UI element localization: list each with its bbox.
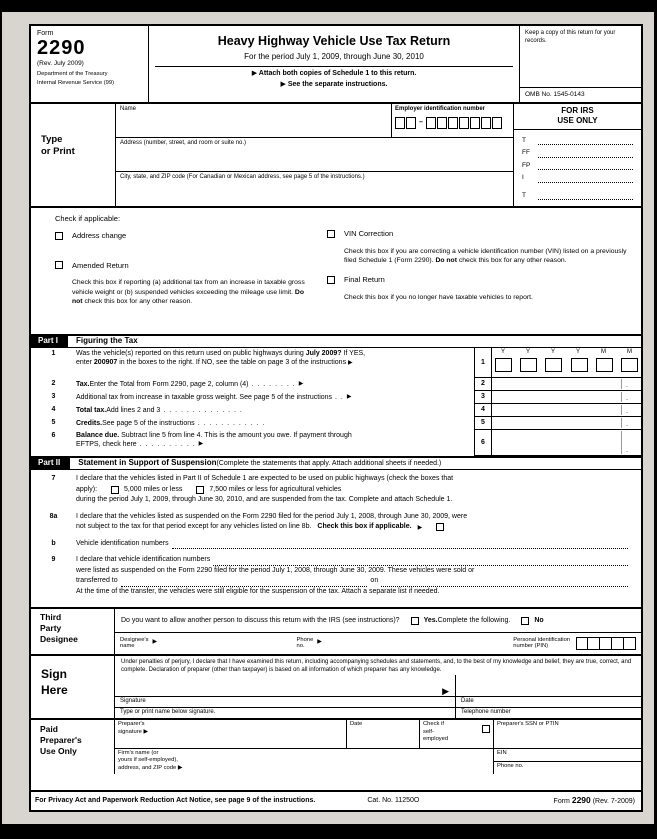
see-instructions-note: ▶ See the separate instructions. (280, 80, 388, 88)
vin-entry-line[interactable] (172, 541, 628, 549)
line5-row-number-cell: 5 (474, 417, 491, 430)
miles-7500-agricultural-checkbox[interactable] (196, 486, 204, 494)
line2-arrow-icon: ▶ (298, 381, 304, 388)
ein-field (391, 104, 513, 137)
checks-left-column (55, 214, 327, 330)
signature-input[interactable] (115, 675, 455, 697)
sign-here-main (115, 656, 641, 718)
address-field[interactable] (116, 138, 513, 172)
part1-title: Figuring the Tax (76, 336, 138, 346)
pin-box[interactable] (600, 637, 612, 650)
omb-block (519, 26, 641, 102)
line8a-number: 8a (49, 512, 58, 520)
line6-row-number-cell: 6 (474, 430, 491, 456)
irs-row-ff: FF (522, 149, 633, 157)
line9-text: I declare that vehicle identification numbers were listed as suspended on the Form 2290 filed for the period July 1, 2008, through June 30, 2009. These vehicles were sold or transferred to on At the time of the transfer, the vehicles were still eligible for the suspension of the tax. Attach a separate list if needed. (76, 555, 631, 597)
line9-item (31, 555, 631, 597)
line3-text: Additional tax from increase in taxable gross weight. See page 5 of the instructions . . ▶ (76, 394, 352, 402)
designee-question: Do you want to allow another person to discuss this return with the IRS (see instructions)? (121, 617, 400, 625)
cents-separator (621, 379, 622, 389)
form-id-block (31, 26, 149, 102)
irs-dotted-line (538, 163, 633, 170)
scan-edge-bottom (0, 824, 657, 839)
line5-amount-input[interactable] (491, 417, 641, 430)
omb-number: OMB No. 1545-0143 (520, 87, 641, 102)
self-employed-field: Check if self- employed (419, 720, 493, 748)
ein-box[interactable] (406, 117, 416, 129)
line8a-arrow-icon: ▶ (417, 524, 423, 531)
catalog-number: Cat. No. 11250O (367, 796, 420, 804)
line9-number: 9 (51, 556, 56, 563)
line3-row-number-cell: 3 (474, 391, 491, 404)
cents-dot: . (626, 394, 628, 402)
city-label: City, state, and ZIP code (For Canadian or Mexican address, see page 5 of the instructions.) (120, 174, 365, 180)
name-field[interactable] (116, 104, 391, 137)
firm-name-field[interactable]: Firm's name (or yours if self-employed), address, and ZIP code ▶ (118, 749, 183, 771)
part2-title: Statement in Support of Suspension (Complete the statements that apply. Attach additional sheets if needed.) (78, 458, 442, 468)
preparer-signature-field[interactable]: Preparer's signature ▶ (118, 721, 149, 735)
line5-text: Credits. See page 5 of the instructions . . . . . . . . . . . . (76, 420, 266, 428)
line2-row (31, 378, 641, 391)
ein-label: Employer identification number (395, 106, 486, 112)
scan-edge-top (0, 0, 657, 12)
preparer-row2 (115, 749, 641, 774)
checks-heading: Check if applicable: (55, 214, 121, 223)
title-block (149, 26, 519, 102)
form-footer (31, 790, 641, 810)
part2-header (31, 456, 641, 470)
line1-number: 1 (51, 350, 56, 357)
signature-arrow-icon: ▶ (442, 685, 449, 696)
line8a-check-line: not subject to the tax for that period except for any vehicles listed on line 8b. Check this box if applicable. ▶ (76, 522, 631, 533)
sign-here-section (31, 654, 641, 718)
form-word: Form (37, 30, 54, 37)
third-party-designee-label: Third Party Designee (31, 609, 115, 654)
line2-number: 2 (51, 380, 56, 387)
cents-dot: . (626, 381, 628, 389)
designee-phone-input[interactable] (326, 639, 432, 648)
pin-box[interactable] (588, 637, 600, 650)
final-return-row (327, 275, 631, 285)
line1-text: Was the vehicle(s) reported on this return used on public highways during July 2009? If YES, enter 200907 in the boxes to the right. If NO, see the table on page 3 of the instructions ▶ (76, 350, 366, 367)
line8a-checkbox[interactable] (436, 523, 444, 531)
cents-separator (621, 405, 622, 415)
designee-no-checkbox[interactable] (521, 617, 529, 625)
irs-row-t: T (522, 137, 633, 145)
name-input[interactable] (120, 114, 387, 135)
line6-amount-input[interactable] (491, 430, 641, 456)
irs-use-only-box (513, 104, 641, 206)
irs-row-t2: T (522, 192, 633, 200)
line1-arrow-icon: ▶ (348, 360, 353, 367)
signature-column (115, 675, 456, 718)
irs-dotted-line (538, 193, 633, 200)
irs-line: Internal Revenue Service (99) (37, 80, 115, 87)
preparer-ein-phone-column (493, 749, 641, 774)
date-letters: Y Y Y Y M M (501, 349, 632, 355)
line7-item (31, 474, 631, 506)
paid-preparer-main (115, 720, 641, 774)
form-2290 (29, 24, 643, 812)
year-box[interactable] (520, 358, 537, 372)
line6-text: Balance due. Subtract line 5 from line 4. This is the amount you owe. If payment through EFTPS, check here . . . . . . . . . . ▶ (76, 432, 352, 449)
line2-row-number-cell: 2 (474, 378, 491, 391)
cents-dot: . (626, 407, 628, 415)
scan-edge-left (0, 0, 2, 839)
cents-separator (621, 392, 622, 402)
line4-row-number-cell: 4 (474, 404, 491, 417)
line3-row (31, 391, 641, 404)
pin-boxes (576, 637, 636, 650)
cents-separator (621, 431, 622, 454)
form-reference: Form 2290 (Rev. 7-2009) (553, 794, 635, 805)
perjury-statement: Under penalties of perjury, I declare that I have examined this return, including accompanying schedules and statements, and, to the best of my knowledge and belief, they are true, correct, and complete. Declaration of preparer (other than taxpayer) is based on all information of which preparer has any knowledge. (121, 659, 632, 674)
line7-text: I declare that the vehicles listed in Part II of Schedule 1 are expected to be used on public highways (check the boxes that apply): 5,000 miles or less 7,500 miles or less for agricultural vehicles during the period July 1, 2009, through June 30, 2010, and are suspended from the tax. Complete and attach Schedule 1. (76, 474, 631, 506)
irs-use-only-title: FOR IRS USE ONLY (514, 104, 641, 130)
designee-name-input[interactable] (161, 639, 296, 648)
ein-box[interactable] (437, 117, 447, 129)
address-change-checkbox[interactable] (55, 232, 63, 240)
address-change-label: Address change (72, 230, 127, 240)
designee-fields-row (115, 633, 641, 655)
line4-amount-input[interactable] (491, 404, 641, 417)
cents-dot: . (626, 420, 628, 428)
designee-pin-field: Personal identification number (PIN) (432, 637, 636, 650)
amended-return-row (55, 261, 311, 271)
line5-row (31, 417, 641, 430)
month-box[interactable] (596, 358, 613, 372)
designee-phone-field: Phone no. ▶ (297, 637, 433, 650)
line9-vin-entry-line[interactable] (213, 558, 628, 566)
line8b-item (31, 539, 631, 550)
preparer-ssn-field[interactable]: Preparer's SSN or PTIN (493, 720, 641, 748)
year-box[interactable] (545, 358, 562, 372)
paid-preparer-section (31, 718, 641, 774)
telephone-caption: Telephone number (461, 709, 511, 716)
line7-number: 7 (51, 475, 56, 482)
preparer-ein-field[interactable]: EIN (494, 749, 641, 762)
address-input[interactable] (120, 148, 509, 169)
line6-number: 6 (51, 432, 56, 439)
irs-row-fp: FP (522, 162, 633, 170)
attach-note: ▶ Attach both copies of Schedule 1 to this return. (251, 69, 417, 77)
final-return-checkbox[interactable] (327, 276, 335, 284)
ein-box[interactable] (459, 117, 469, 129)
line6-row (31, 430, 641, 456)
firm-name-arrow-icon: ▶ (177, 764, 183, 771)
miles-5000-checkbox[interactable] (111, 486, 119, 494)
ein-boxes (395, 117, 510, 129)
final-return-label: Final Return (344, 274, 385, 284)
amended-return-checkbox[interactable] (55, 261, 63, 269)
form-number: 2290 (37, 37, 86, 60)
pin-box[interactable] (612, 637, 624, 650)
year-box[interactable] (495, 358, 512, 372)
line4-number: 4 (51, 406, 56, 413)
year-box[interactable] (571, 358, 588, 372)
final-return-description: Check this box if you no longer have taxable vehicles to report. (344, 293, 533, 301)
date-boxes (495, 358, 638, 372)
line3-number: 3 (51, 393, 56, 400)
part1-body (31, 348, 641, 456)
signature-caption: Signature (115, 697, 455, 708)
date-column (456, 675, 641, 718)
irs-dotted-line (538, 151, 633, 158)
line2-text: Tax. Enter the Total from Form 2290, page 2, column (4) . . . . . . . . ▶ (76, 381, 304, 389)
date-caption: Date (456, 697, 641, 708)
preparer-signature-arrow-icon: ▶ (143, 728, 149, 735)
ein-box[interactable] (492, 117, 502, 129)
line8b-text: Vehicle identification numbers (76, 539, 631, 550)
third-party-main (115, 609, 641, 654)
form-revision: (Rev. July 2009) (37, 60, 84, 68)
city-input[interactable] (120, 182, 509, 204)
vin-correction-label: VIN Correction (344, 229, 394, 238)
ein-box[interactable] (481, 117, 491, 129)
designee-name-arrow-icon: ▶ (152, 639, 158, 646)
part1-label: Part I (31, 336, 68, 347)
line6-arrow-icon: ▶ (198, 440, 204, 447)
month-box[interactable] (621, 358, 638, 372)
name-row (116, 104, 513, 138)
transfer-date-entry-line[interactable] (381, 579, 628, 587)
part2-body (31, 470, 641, 607)
line8a-text: I declare that the vehicles listed as suspended on the Form 2290 filed for the period July 1, 2008, through June 30, 2009, were not subject to the tax for that period except for any vehicles listed on line 8b. Check this box if applicable. ▶ (76, 512, 631, 533)
preparer-row1 (115, 720, 641, 749)
line7-checkbox-line: apply): 5,000 miles or less 7,500 miles or less for agricultural vehicles (76, 485, 342, 493)
name-label: Name (120, 106, 137, 112)
amended-return-description: Check this box if reporting (a) additional tax from an increase in taxable gross vehicle weight or (b) suspended vehicles exceeding the mileage use limit. Do not check this box for any other reason. (72, 279, 305, 306)
checks-right-column (327, 214, 631, 330)
irs-dotted-line (538, 138, 633, 145)
taxpayer-info-section (31, 104, 641, 208)
designee-phone-arrow-icon: ▶ (317, 639, 322, 646)
line8b-letter: b (51, 539, 56, 547)
privacy-act-notice: For Privacy Act and Paperwork Reduction Act Notice, see page 9 of the instructions. (35, 796, 316, 804)
line1-row-number-cell: 1 (474, 348, 491, 378)
part2-label: Part II (31, 458, 70, 469)
type-print-caption: Type or print name below signature. (120, 709, 216, 716)
cents-separator (621, 418, 622, 428)
part1-header (31, 334, 641, 348)
signature-grid (115, 675, 641, 718)
address-change-row (55, 231, 311, 241)
address-label: Address (number, street, and room or suite no.) (120, 140, 247, 146)
type-or-print-label: Type or Print (41, 134, 75, 158)
designee-question-row: Do you want to allow another person to discuss this return with the IRS (see instructions)? Yes. Complete the following. No (115, 609, 641, 633)
irs-use-only-rows (514, 130, 641, 206)
cents-dot: . (626, 446, 628, 454)
treasury-dept: Department of the Treasury (37, 70, 108, 77)
line8a-item (31, 512, 631, 533)
form-header (31, 26, 641, 104)
ein-dash: – (419, 119, 423, 127)
preparer-phone-field[interactable]: Phone no. (497, 762, 524, 769)
vin-correction-checkbox[interactable] (327, 230, 335, 238)
line4-row (31, 404, 641, 417)
pin-box[interactable] (624, 637, 636, 650)
vin-correction-row (327, 229, 631, 239)
ein-box[interactable] (448, 117, 458, 129)
line2-amount-input[interactable] (491, 378, 641, 391)
paid-preparer-label: Paid Preparer's Use Only (31, 720, 115, 774)
sign-here-label: Sign Here (31, 656, 115, 718)
form-title: Heavy Highway Vehicle Use Tax Return (217, 34, 451, 48)
city-field[interactable] (116, 172, 513, 206)
transferred-to-entry-line[interactable] (121, 579, 368, 587)
line4-text: Total tax. Add lines 2 and 3 . . . . . . . . . . . . . . (76, 407, 243, 415)
keep-copy-note: Keep a copy of this return for your records. (525, 30, 616, 45)
tax-period-entry (491, 348, 641, 378)
check-if-applicable-section (31, 208, 641, 334)
designee-yes-checkbox[interactable] (411, 617, 419, 625)
entity-fields (115, 104, 513, 206)
amended-return-label: Amended Return (72, 260, 129, 270)
designee-name-field: Designee's name ▶ (120, 637, 297, 650)
line3-arrow-icon: ▶ (346, 394, 352, 401)
preparer-date-field[interactable]: Date (346, 720, 419, 748)
line3-amount-input[interactable] (491, 391, 641, 404)
ein-box[interactable] (395, 117, 405, 129)
line1-row (31, 348, 641, 378)
ein-box[interactable] (426, 117, 436, 129)
line5-number: 5 (51, 419, 56, 426)
tax-period: For the period July 1, 2009, through June 30, 2010 (155, 52, 513, 66)
ein-box[interactable] (470, 117, 480, 129)
vin-correction-description: Check this box if you are correcting a vehicle identification number (VIN) listed on a previously filed Schedule 1 (Form 2290). Do not check this box for any other reason. (344, 247, 627, 265)
sign-date-input[interactable] (456, 675, 641, 697)
self-employed-checkbox[interactable] (482, 725, 490, 733)
pin-box[interactable] (576, 637, 588, 650)
irs-row-i: I (522, 174, 633, 182)
third-party-designee-section (31, 607, 641, 654)
irs-dotted-line (538, 176, 633, 183)
